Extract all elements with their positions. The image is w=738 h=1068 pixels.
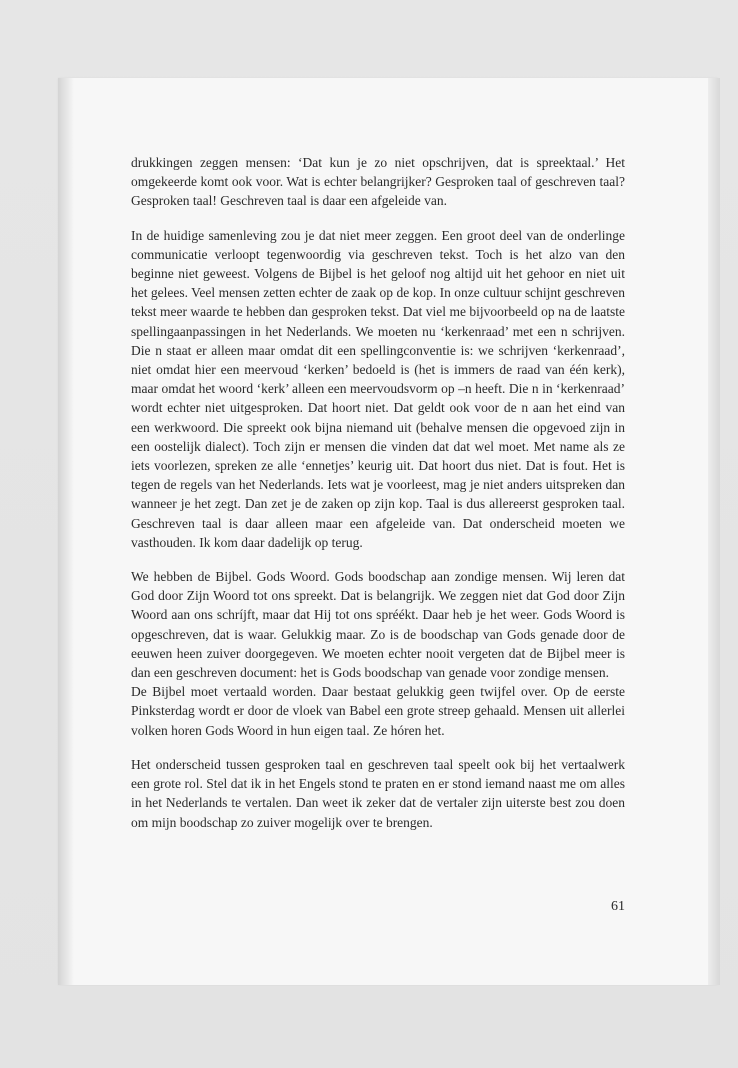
book-spine-shadow xyxy=(58,78,74,985)
paragraph: Het onderscheid tussen gesproken taal en geschreven taal speelt ook bij het vertaalwerk een grote rol. Stel dat ik in het Engels stond te praten en er stond iemand naast me om alles in het Nederlands te vertalen. Dan weet ik zeker dat de vertaler zijn uiterste best zou doen om mijn boodschap zo zuiver mogelijk over te brengen. xyxy=(131,756,625,830)
paragraph: drukkingen zeggen mensen: ‘Dat kun je zo niet opschrijven, dat is spreektaal.’ Het omgekeerde komt ook voor. Wat is echter belangrijker? Gesproken taal of geschreven taal? Gesproken taal! Geschreven taal is daar een afgeleide van. xyxy=(131,155,625,209)
page-edge xyxy=(708,78,720,985)
paragraph: We hebben de Bijbel. Gods Woord. Gods boodschap aan zondige mensen. Wij leren dat God door Zijn Woord tot ons spreekt. Dat is belangrijk. We zeggen niet dat God door Zijn Woord aan ons schríjft, maar dat Hij tot ons spréékt. Daar heb je het weer. Gods Woord is opgeschreven, dat is waar. Gelukkig maar. Zo is de boodschap van Gods genade door de eeuwen heen zuiver doorgegeven. We moeten echter nooit vergeten dat de Bijbel meer is dan een geschreven document: het is Gods boodschap van genade voor zondige mensen. xyxy=(131,569,625,681)
body-text xyxy=(131,153,625,847)
paragraph: De Bijbel moet vertaald worden. Daar bestaat gelukkig geen twijfel over. Op de eerste Pinksterdag wordt er door de vloek van Babel een grote streep gehaald. Mensen uit allerlei volken horen Gods Woord in hun eigen taal. Ze hóren het. xyxy=(131,684,625,738)
paragraph: In de huidige samenleving zou je dat niet meer zeggen. Een groot deel van de onderlinge communicatie verloopt tegenwoordig via geschreven tekst. Toch is het alzo van den beginne niet geweest. Volgens de Bijbel is het geloof nog altijd uit het gehoor en niet uit het gelees. Veel mensen zetten echter de zaak op de kop. In onze cultuur schijnt geschreven tekst meer waarde te hebben dan gesproken tekst. Dat viel me bijvoorbeeld op na de laatste spellingaanpassingen in het Nederlands. We moeten nu ‘kerkenraad’ met een n schrijven. Die n staat er alleen maar omdat dit een spellingconventie is: we schrijven ‘kerkenraad’, niet omdat hier een meervoud ‘kerken’ bedoeld is (het is immers de raad van één kerk), maar omdat het woord ‘kerk’ alleen een meervoudsvorm op –n heeft. Die n in ‘kerkenraad’ wordt echter niet uitgesproken. Dat hoort niet. Dat geldt ook voor de n aan het eind van een werkwoord. Die spreekt ook bijna niemand uit (behalve mensen die opgevoed zijn in een oostelijk dialect). Toch zijn er mensen die vinden dat dat wel moet. Met name als ze iets voorlezen, spreken ze alle ‘ennetjes’ keurig uit. Dat hoort dus niet. Dat is fout. Het is tegen de regels van het Nederlands. Iets wat je voorleest, mag je niet anders uitspreken dan wanneer je het zegt. Dan zet je de zaken op zijn kop. Taal is dus allereerst gesproken taal. Geschreven taal is daar alleen maar een afgeleide van. Dat onderscheid moeten we vasthouden. Ik kom daar dadelijk op terug. xyxy=(131,227,625,550)
page-number: 61 xyxy=(611,899,625,914)
